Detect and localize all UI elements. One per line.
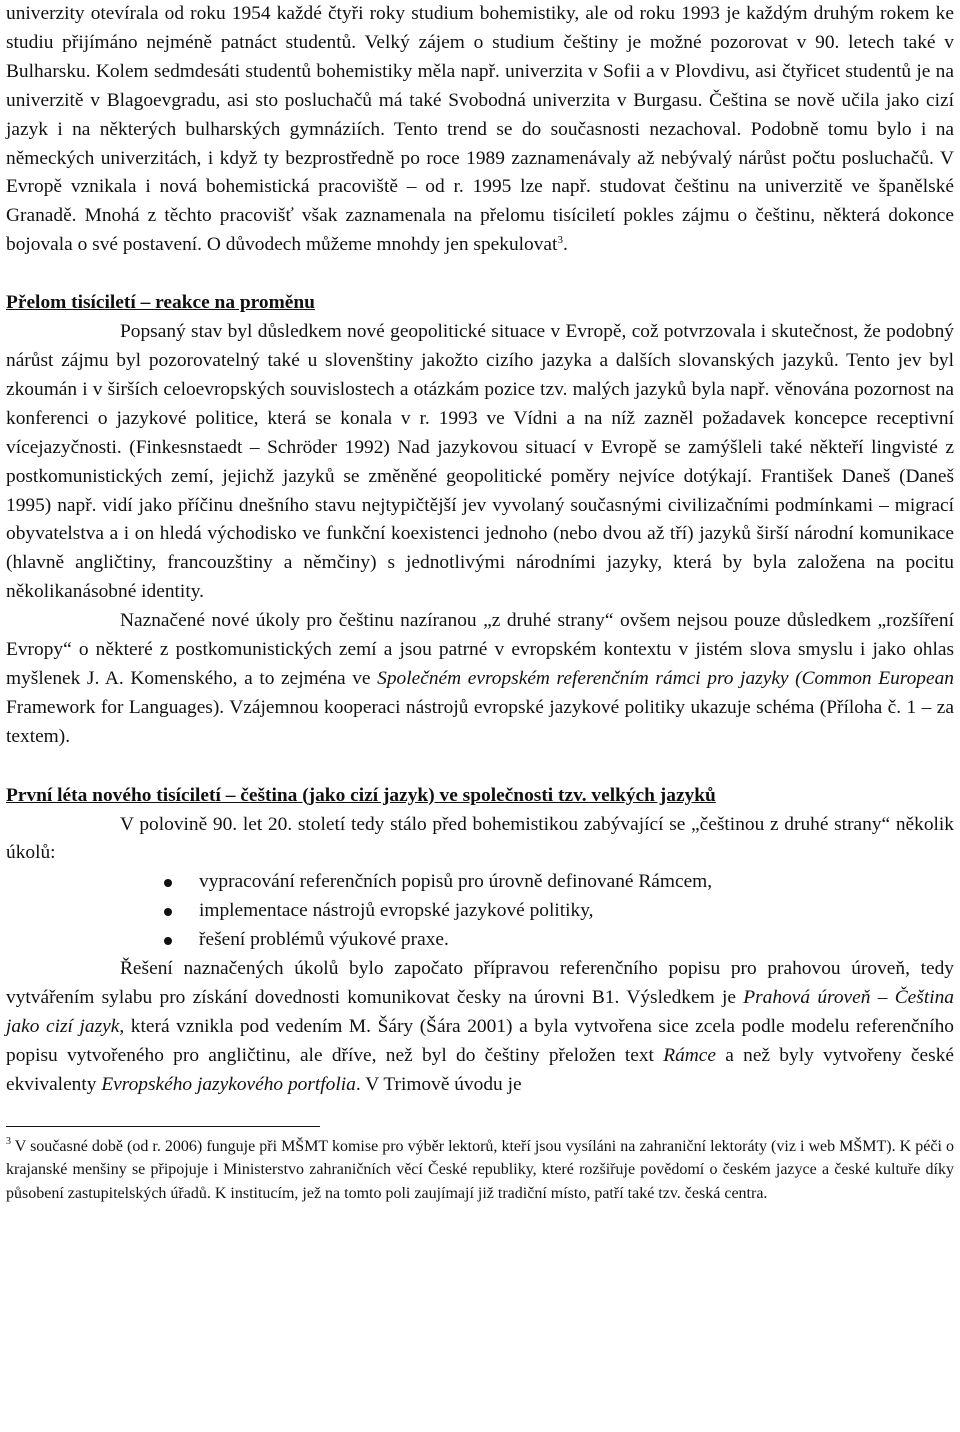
- section-heading-text: Přelom tisíciletí – reakce na proměnu: [6, 292, 315, 314]
- paragraph-intro-text: univerzity otevírala od roku 1954 každé čtyři roky studium bohemistiky, ale od roku 1993 je každým druhým rokem ke studiu přijímáno nejméně patnáct studentů. Velký zájem o studium češtiny je možné pozorovat v 90. letech také v Bulharsku. Kolem sedmdesáti studentů bohemistiky měla např. univerzita v Sofii a v Plovdivu, asi čtyřicet studentů je na univerzitě v Blagoevgradu, asi sto posluchačů má také Svobodná univerzita v Burgasu. Čeština se nově učila jako cizí jazyk i na některých bulharských gymnáziích. Tento trend se do současnosti nezachoval. Podobně tomu bylo i na německých univerzitách, i když ty bezprostředně po roce 1989 zaznamenávaly až nebývalý nárůst počtu posluchačů. V Evropě vznikala i nová bohemistická pracoviště – od r. 1995 lze např. studovat češtinu na univerzitě ve španělské Granadě. Mnohá z těchto pracovišť však zaznamenala na přelomu tisíciletí pokles zájmu o češtinu, některá dokonce bojovala o své postavení. O důvodech můžeme mnohdy jen spekulovat: [6, 3, 954, 256]
- paragraph-text: , která vznikla pod vedením M. Šáry (Šára 2001) a byla vytvořena sice zcela podle modelu referenčního popisu vytvořeného pro angličtinu, ale dříve, než byl do češtiny přeložen text: [6, 1015, 954, 1066]
- work-title: Rámce: [663, 1044, 716, 1066]
- paragraph-tasks-intro: V polovině 90. let 20. století tedy stálo před bohemistikou zabývající se „češtinou z druhé strany“ několik úkolů:: [6, 813, 954, 864]
- task-list: [6, 868, 954, 955]
- paragraph-new-tasks: [6, 607, 954, 752]
- paragraph-text: Řešení naznačených úkolů bylo započato přípravou referenčního popisu pro prahovou úroveň, tedy vytvářením sylabu pro získání dovednosti komunikovat česky na úrovni B1. Výsledkem je: [6, 958, 954, 1008]
- paragraph-new-tasks-end: Framework for Languages). Vzájemnou kooperaci nástrojů evropské jazykové politiky ukazuje schéma (Příloha č. 1 – za textem).: [6, 696, 954, 747]
- section-heading-first-years: [6, 782, 954, 811]
- footnote-text: V současné době (od r. 2006) funguje při MŠMT komise pro výběr lektorů, kteří jsou vysíláni na zahraniční lektoráty (viz i web MŠMT). K péči o krajanské menšiny se připojuje i Ministerstvo zahraničních věcí České republiky, které rozšiřuje povědomí o českém jazyce a české kultuře díky působení zastupitelských úřadů. K institucím, jež na tomto poli zaujímají již tradiční místo, patří také tzv. česká centra.: [6, 1137, 954, 1202]
- bullet-icon: [164, 937, 172, 945]
- paragraph-text: a než byly vytvořeny české ekvivalenty: [6, 1044, 954, 1095]
- footnote: [6, 1135, 954, 1206]
- bullet-icon: [164, 908, 172, 916]
- paragraph-intro: [6, 0, 954, 260]
- section-heading-turn-of-millennium: [6, 289, 954, 318]
- footnote-divider: [6, 1126, 320, 1127]
- paragraph-new-tasks-text: Naznačené nové úkoly pro češtinu nazíranou „z druhé strany“ ovšem nejsou pouze důsledkem „rozšíření Evropy“ o některé z postkomunistických zemí a jsou patrné v evropském kontextu v jistém slova smyslu i jako ohlas myšlenek J. A. Komenského, a to zejména ve: [6, 610, 954, 689]
- paragraph-threshold-level: [6, 955, 954, 1100]
- work-title: Evropského jazykového portfolia: [101, 1073, 356, 1095]
- bullet-icon: [164, 879, 172, 887]
- list-item: [6, 868, 954, 897]
- paragraph-intro-end: .: [562, 234, 568, 256]
- list-item: [6, 926, 954, 955]
- footnote-number: 3: [6, 1135, 11, 1147]
- cefr-title: Společném evropském referenčním rámci pro jazyky (Common European: [377, 667, 954, 689]
- paragraph-text: . V Trimově úvodu je: [355, 1073, 522, 1095]
- list-item: [6, 897, 954, 926]
- list-item-text: vypracování referenčních popisů pro úrovně definované Rámcem,: [199, 871, 713, 893]
- footnote-reference[interactable]: 3: [557, 234, 563, 247]
- list-item-text: implementace nástrojů evropské jazykové politiky,: [199, 900, 594, 922]
- section-heading-text: První léta nového tisíciletí – čeština (jako cizí jazyk) ve společnosti tzv. velkých jazyků: [6, 784, 716, 806]
- paragraph-geopolitical: Popsaný stav byl důsledkem nové geopolitické situace v Evropě, což potvrzovala i skutečnost, že podobný nárůst zájmu byl pozorovatelný také u slovenštiny jakožto cizího jazyka a dalších slovanských jazyků. Tento jev byl zkoumán i v širších celoevropských souvislostech a otázkám pozice tzv. malých jazyků byla např. věnována pozornost na konferenci o jazykové politice, která se konala v r. 1993 ve Vídni a na níž zazněl požadavek koncepce receptivní vícejazyčnosti. (Finkesnstaedt – Schröder 1992) Nad jazykovou situací v Evropě se zamýšleli také někteří lingvisté z postkomunistických zemí, jejichž jazyků se změněné geopolitické poměry nejvíce dotýkají. František Daneš (Daneš 1995) např. vidí jako příčinu dnešního stavu nejtypičtější jev vyvolaný současnými civilizačními podmínkami – migrací obyvatelstva a i on hledá východisko ve funkční koexistenci jednoho (nebo dvou až tří) jazyků širší národní komunikace (hlavně angličtiny, francouzštiny a němčiny) s jednotlivými národními jazyky, která by byla založena na pocitu několikanásobné identity.: [6, 321, 954, 603]
- list-item-text: řešení problémů výukové praxe.: [199, 929, 449, 951]
- work-title: Prahová úroveň – Čeština jako cizí jazyk: [6, 987, 954, 1037]
